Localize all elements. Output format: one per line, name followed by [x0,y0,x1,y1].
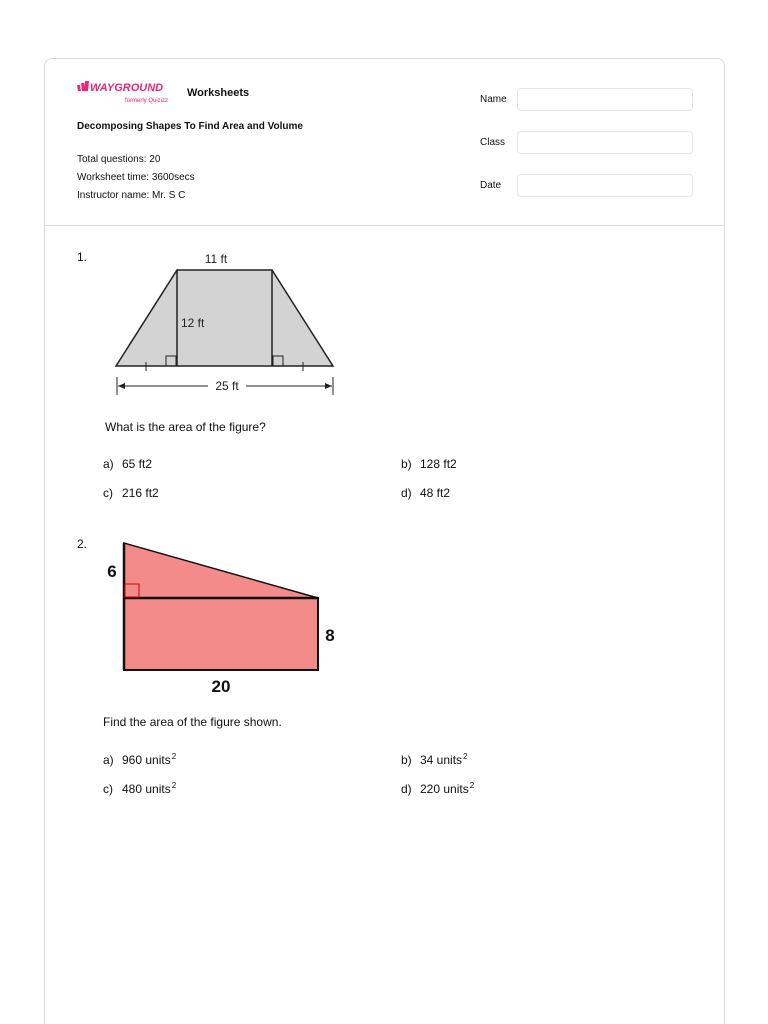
svg-text:WAYGROUND: WAYGROUND [90,82,164,94]
base-label: 25 ft [215,379,239,393]
date-label: Date [480,180,502,191]
q1-option-b[interactable]: b) 128 ft2 [401,457,457,471]
svg-text:formerly Quizizz: formerly Quizizz [125,98,169,104]
q2-option-a[interactable]: a) 960 units$^2$ [103,752,177,767]
question-2-prompt: Find the area of the figure shown. [103,715,282,729]
q1-option-c[interactable]: c) 216 ft2 [103,486,159,500]
name-field[interactable] [517,88,693,111]
rectangle-shape [124,598,318,670]
question-1-number: 1. [77,250,88,264]
brand [77,81,249,109]
name-label: Name [480,94,507,105]
q1-option-d[interactable]: d) 48 ft2 [401,486,451,500]
trapezoid-figure [100,240,350,400]
dim-arrow-left [118,383,125,389]
worksheet-header [45,59,724,226]
worksheet-title: Decomposing Shapes To Find Area and Volume [77,121,303,132]
height-label: 12 ft [181,316,205,330]
base-label: 20 [211,677,231,696]
product-name: Worksheets [187,87,250,99]
wayground-logo [77,81,181,109]
q2-option-b[interactable]: b) 34 units$^2$ [401,752,468,767]
dim-arrow-right [325,383,332,389]
triangle-shape [124,543,318,598]
class-label: Class [480,137,506,148]
right-label: 8 [325,626,335,645]
q2-option-c[interactable]: c) 480 units$^2$ [103,781,177,796]
q2-option-d[interactable]: d) 220 units$^2$ [401,781,475,796]
top-label: 11 ft [204,252,228,266]
class-field[interactable] [517,131,693,154]
left-label: 6 [107,562,117,581]
composite-figure [100,535,350,700]
trapezoid-shape [116,270,333,366]
total-questions: Total questions: 20 [77,154,161,165]
worksheet-time: Worksheet time: 3600secs [77,172,195,183]
question-2-number: 2. [77,537,88,551]
instructor-name: Instructor name: Mr. S C [77,190,186,201]
question-1-prompt: What is the area of the figure? [105,420,266,434]
q1-option-a[interactable]: a) 65 ft2 [103,457,153,471]
date-field[interactable] [517,174,693,197]
